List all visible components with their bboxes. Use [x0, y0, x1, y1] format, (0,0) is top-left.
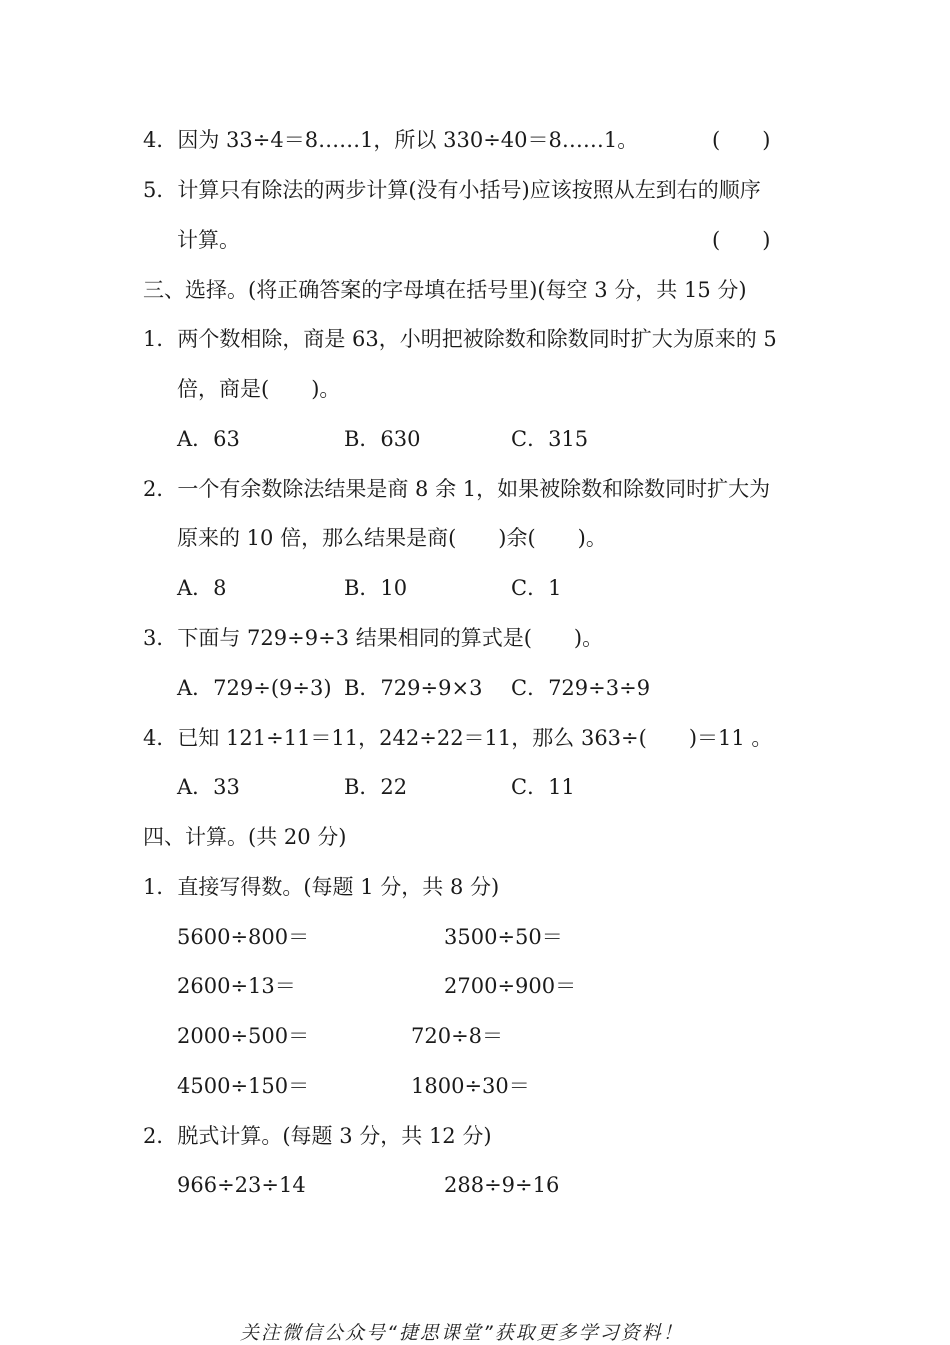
q3-1-line2: 倍，商是( )。	[177, 377, 341, 401]
q3-2-line2: 原来的 10 倍，那么结果是商( )余( )。	[177, 526, 607, 550]
q2-5-statement-line1: 5．计算只有除法的两步计算(没有小括号)应该按照从左到右的顺序	[143, 178, 761, 202]
q3-2-option-a[interactable]: A．8	[177, 576, 227, 600]
q3-3-option-a[interactable]: A．729÷(9÷3)	[177, 676, 332, 700]
footer-promo: 关注微信公众号“捷思课堂”获取更多学习资料！	[240, 1322, 684, 1344]
q3-1-line1: 1．两个数相除，商是 63，小明把被除数和除数同时扩大为原来的 5	[143, 327, 777, 351]
calc-item[interactable]: 2000÷500＝	[177, 1024, 310, 1048]
q3-1-option-c[interactable]: C．315	[511, 427, 589, 451]
q2-4-answer-paren[interactable]: ( )	[712, 128, 771, 152]
q3-4-line1: 4．已知 121÷11＝11，242÷22＝11，那么 363÷( )＝11 。	[143, 726, 773, 750]
q3-2-line1: 2．一个有余数除法结果是商 8 余 1，如果被除数和除数同时扩大为	[143, 477, 771, 501]
q3-3-line1: 3．下面与 729÷9÷3 结果相同的算式是( )。	[143, 626, 604, 650]
stepwise-item[interactable]: 288÷9÷16	[444, 1173, 560, 1197]
calc-item[interactable]: 3500÷50＝	[444, 925, 563, 949]
q2-5-answer-paren[interactable]: ( )	[712, 228, 771, 252]
calc-item[interactable]: 2600÷13＝	[177, 974, 296, 998]
q3-1-option-a[interactable]: A．63	[177, 427, 240, 451]
section4-heading: 四、计算。(共 20 分)	[143, 825, 347, 849]
calc-item[interactable]: 2700÷900＝	[444, 974, 577, 998]
q4-2-title: 2．脱式计算。(每题 3 分，共 12 分)	[143, 1124, 492, 1148]
q2-4-statement: 4．因为 33÷4＝8……1，所以 330÷40＝8……1。	[143, 128, 639, 152]
q3-3-option-c[interactable]: C．729÷3÷9	[511, 676, 651, 700]
calc-item[interactable]: 4500÷150＝	[177, 1074, 310, 1098]
calc-item[interactable]: 1800÷30＝	[411, 1074, 530, 1098]
calc-item[interactable]: 5600÷800＝	[177, 925, 310, 949]
q4-1-title: 1．直接写得数。(每题 1 分，共 8 分)	[143, 875, 500, 899]
q3-2-option-c[interactable]: C．1	[511, 576, 562, 600]
calc-item[interactable]: 720÷8＝	[411, 1024, 504, 1048]
q3-4-option-a[interactable]: A．33	[177, 775, 240, 799]
q3-2-option-b[interactable]: B．10	[344, 576, 408, 600]
q3-4-option-b[interactable]: B．22	[344, 775, 408, 799]
q3-4-option-c[interactable]: C．11	[511, 775, 575, 799]
stepwise-item[interactable]: 966÷23÷14	[177, 1173, 306, 1197]
q2-5-statement-line2: 计算。	[177, 228, 240, 252]
q3-3-option-b[interactable]: B．729÷9×3	[344, 676, 483, 700]
q3-1-option-b[interactable]: B．630	[344, 427, 421, 451]
section3-heading: 三、选择。(将正确答案的字母填在括号里)(每空 3 分，共 15 分)	[143, 278, 747, 302]
